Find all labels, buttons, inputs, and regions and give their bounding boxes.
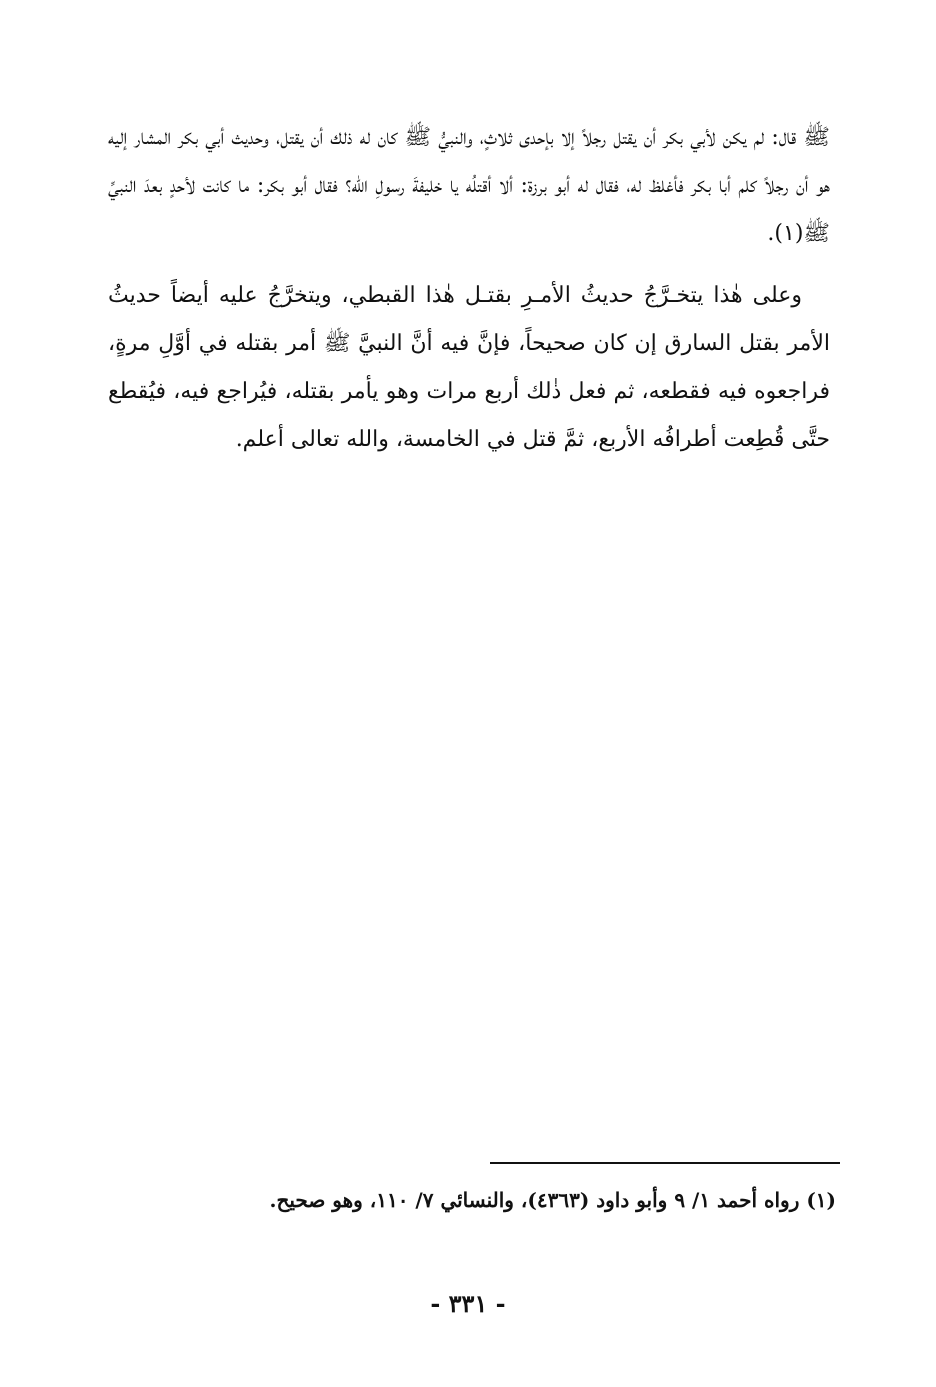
footnote-separator: [490, 1162, 840, 1164]
paragraph-1: ﷺ قال: لم يكن لأبي بكر أن يقتل رجلاً إلا بإحدى ثلاثٍ، والنبيُّ ﷺ كان له ذلك أن يقتل، وحديث أبي بكر المشار إليه هو أن رجلاً كلم أبا بكر فأغلظ له، فقال له أبو برزة: ألا أقتلُه يا خليفةَ رسولِ الله؟ فقال أبو بكر: ما كانت لأحدٍ بعدَ النبيِّ ﷺ(١).: [108, 125, 830, 246]
main-text: [108, 114, 830, 464]
footnote: (١) رواه أحمد ١/ ٩ وأبو داود (٤٣٦٣)، والنسائي ٧/ ١١٠، وهو صحيح.: [269, 1188, 836, 1212]
paragraph-2: وعلى هٰذا يتخـرَّجُ حديثُ الأمـرِ بقتـل هٰذا القبطي، ويتخرَّجُ عليه أيضاً حديثُ الأمر بقتل السارق إن كان صحيحاً، فإنَّ فيه أنَّ النبيَّ ﷺ أمر بقتله في أوَّلِ مرةٍ، فراجعوه فيه فقطعه، ثم فعل ذٰلك أربع مرات وهو يأمر بقتله، فيُراجع فيه، فيُقطع حتَّى قُطِعت أطرافُه الأربع، ثمَّ قتل في الخامسة، والله تعالى أعلم.: [108, 283, 830, 452]
page-number: - ٣٣١ -: [430, 1289, 506, 1318]
